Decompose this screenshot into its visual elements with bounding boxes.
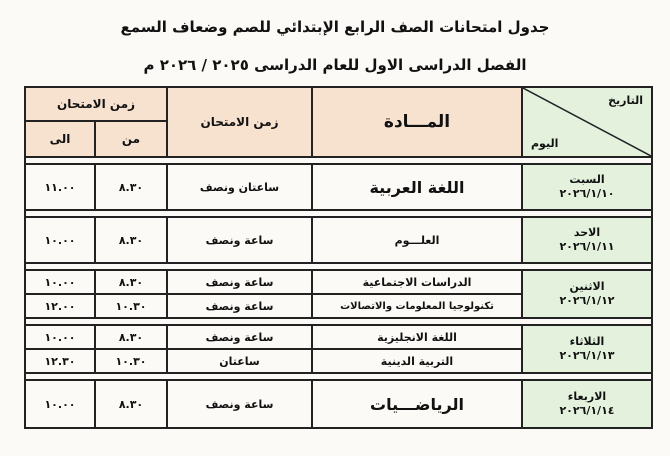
from-cell: ٨.٣٠ [95,380,167,428]
day-header: اليوم [531,137,559,150]
from-cell: ٨.٣٠ [95,270,167,294]
from-cell: ٨.٣٠ [95,217,167,263]
to-cell: ١٢.٣٠ [25,349,95,373]
table-row [25,164,652,210]
date-day-header [522,87,652,157]
subject-cell: اللغة الانجليزية [312,325,522,349]
day-cell: الاثنين ٢٠٢٦/١/١٢ [522,270,652,318]
subject-cell: العلـــوم [312,217,522,263]
duration-cell: ساعة ونصف [167,380,312,428]
duration-header: زمن الامتحان [167,87,312,157]
to-cell: ١٠.٠٠ [25,270,95,294]
subject-cell: الدراسات الاجتماعية [312,270,522,294]
duration-cell: ساعة ونصف [167,325,312,349]
page-subtitle: الفصل الدراسى الاول للعام الدراسى ٢٠٢٥ / ٢٠٢٦ م [143,56,527,74]
day-cell: السبت ٢٠٢٦/١/١٠ [522,164,652,210]
to-header: الى [25,121,95,157]
from-cell: ٨.٣٠ [95,164,167,210]
table-row [25,270,652,294]
duration-cell: ساعة ونصف [167,294,312,318]
time-group-header: زمن الامتحان [25,87,167,121]
duration-cell: ساعتان [167,349,312,373]
duration-cell: ساعتان ونصف [167,164,312,210]
from-cell: ٨.٣٠ [95,325,167,349]
to-cell: ١٠.٠٠ [25,325,95,349]
table-row [25,380,652,428]
to-cell: ١٢.٠٠ [25,294,95,318]
page-title: جدول امتحانات الصف الرابع الإبتدائي للصم وضعاف السمع [120,18,550,36]
subject-cell: تكنولوجيا المعلومات والاتصالات [312,294,522,318]
to-cell: ١١.٠٠ [25,164,95,210]
date-header: التاريخ [608,94,643,107]
from-cell: ١٠.٣٠ [95,294,167,318]
from-cell: ١٠.٣٠ [95,349,167,373]
subject-cell: التربية الدينية [312,349,522,373]
to-cell: ١٠.٠٠ [25,217,95,263]
to-cell: ١٠.٠٠ [25,380,95,428]
day-cell: الاحد ٢٠٢٦/١/١١ [522,217,652,263]
day-cell: الاربعاء ٢٠٢٦/١/١٤ [522,380,652,428]
day-cell: الثلاثاء ٢٠٢٦/١/١٣ [522,325,652,373]
subject-cell: الرياضـــيات [312,380,522,428]
table-row [25,325,652,349]
subject-header: المـــادة [312,87,522,157]
exam-schedule-table [24,86,653,429]
duration-cell: ساعة ونصف [167,270,312,294]
from-header: من [95,121,167,157]
duration-cell: ساعة ونصف [167,217,312,263]
table-row [25,217,652,263]
subject-cell: اللغة العربية [312,164,522,210]
